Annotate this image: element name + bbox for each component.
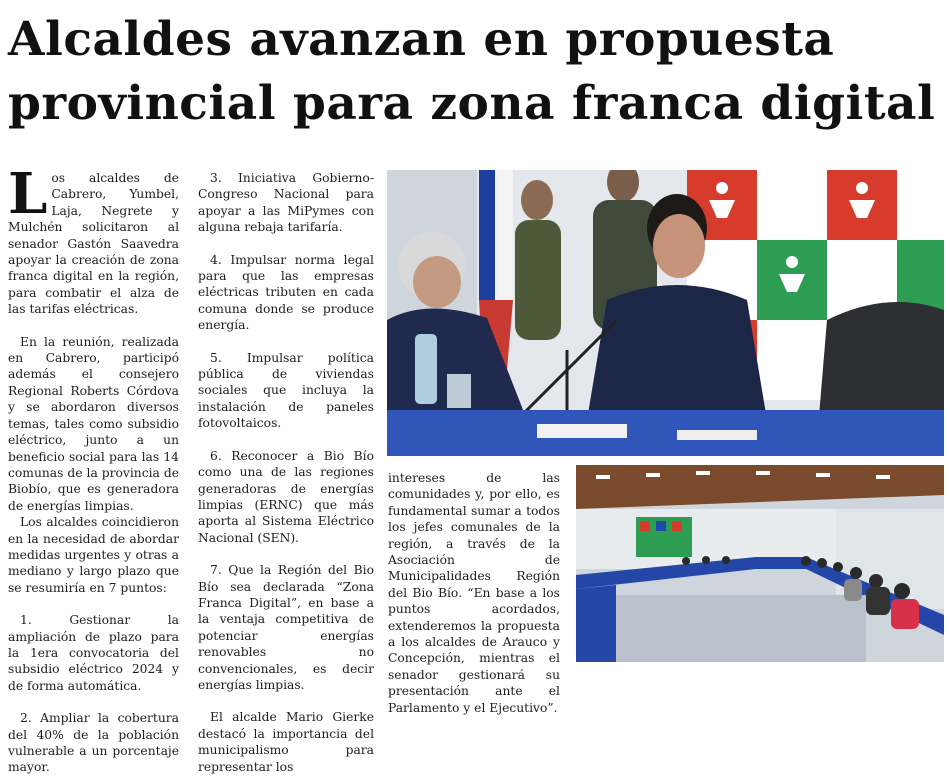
paragraph: El alcalde Mario Gierke destacó la importancia del municipalismo para representar los	[198, 710, 374, 774]
photo-main-illustration	[387, 170, 944, 456]
paragraph: intereses de las comunidades y, por ello, es fundamental sumar a todos los jefes comunales de la región, a través de la Asociación de Municipalidades Región del Bio Bío. “En base a los puntos acordados, extenderemos la propuesta a los alcaldes de Arauco y Concepción, mientras el senador gestionará su presentación ante el Parlamento y el Ejecutivo”.	[388, 471, 560, 715]
list-item-4: 4. Impulsar norma legal para que las empresas eléctricas tributen en cada comuna donde se produce energía.	[198, 252, 374, 333]
list-item-5: 5. Impulsar política pública de viviendas sociales que incluya la instalación de paneles fotovoltaicos.	[198, 350, 374, 431]
list-item-3: 3. Iniciativa Gobierno-Congreso Nacional para apoyar a las MiPymes con alguna rebaja tarifaría.	[198, 171, 374, 235]
article-column-3	[388, 470, 560, 716]
photo-mayors-meeting	[387, 170, 944, 456]
dropcap: L	[8, 161, 48, 227]
list-item-6: 6. Reconocer a Bio Bío como una de las regiones generadoras de energías limpias (ERNC) que más aporta al Sistema Eléctrico Nacional (SEN).	[198, 448, 374, 545]
article-column-2	[198, 170, 374, 775]
lead-text: os alcaldes de Cabrero, Yumbel, Laja, Negrete y Mulchén solicitaron al senador Gastón Saavedra apoyar la creación de zona franca digital en la región, para combatir el alza de las tarifas eléctricas.	[8, 171, 179, 317]
list-item-2: 2. Ampliar la cobertura del 40% de la población vulnerable a un porcentaje mayor.	[8, 711, 179, 775]
headline: Alcaldes avanzan en propuesta provincial para zona franca digital	[8, 12, 936, 131]
list-item-1: 1. Gestionar la ampliación de plazo para la 1era convocatoria del subsidio eléctrico 2024 y de forma automática.	[8, 613, 179, 693]
photo-meeting-room	[576, 465, 944, 662]
list-item-7: 7. Que la Región del Bio Bío sea declarada “Zona Franca Digital”, en base a la ventaja competitiva de potenciar energías renovables no convencionales, es decir energías limpias.	[198, 563, 374, 692]
photo-room-illustration	[576, 465, 944, 662]
lead-paragraph	[8, 161, 179, 318]
paragraph: En la reunión, realizada en Cabrero, participó además el consejero Regional Roberts Córdova y se abordaron diversos temas, tales como subsidio eléctrico, junto a un beneficio social para las 14 comunas de la provincia de Biobío, que es generadora de energías limpias.	[8, 334, 179, 513]
paragraph: Los alcaldes coincidieron en la necesidad de abordar medidas urgentes y otras a mediano y largo plazo que se resumiría en 7 puntos:	[8, 515, 179, 595]
article-column-1	[8, 161, 179, 776]
